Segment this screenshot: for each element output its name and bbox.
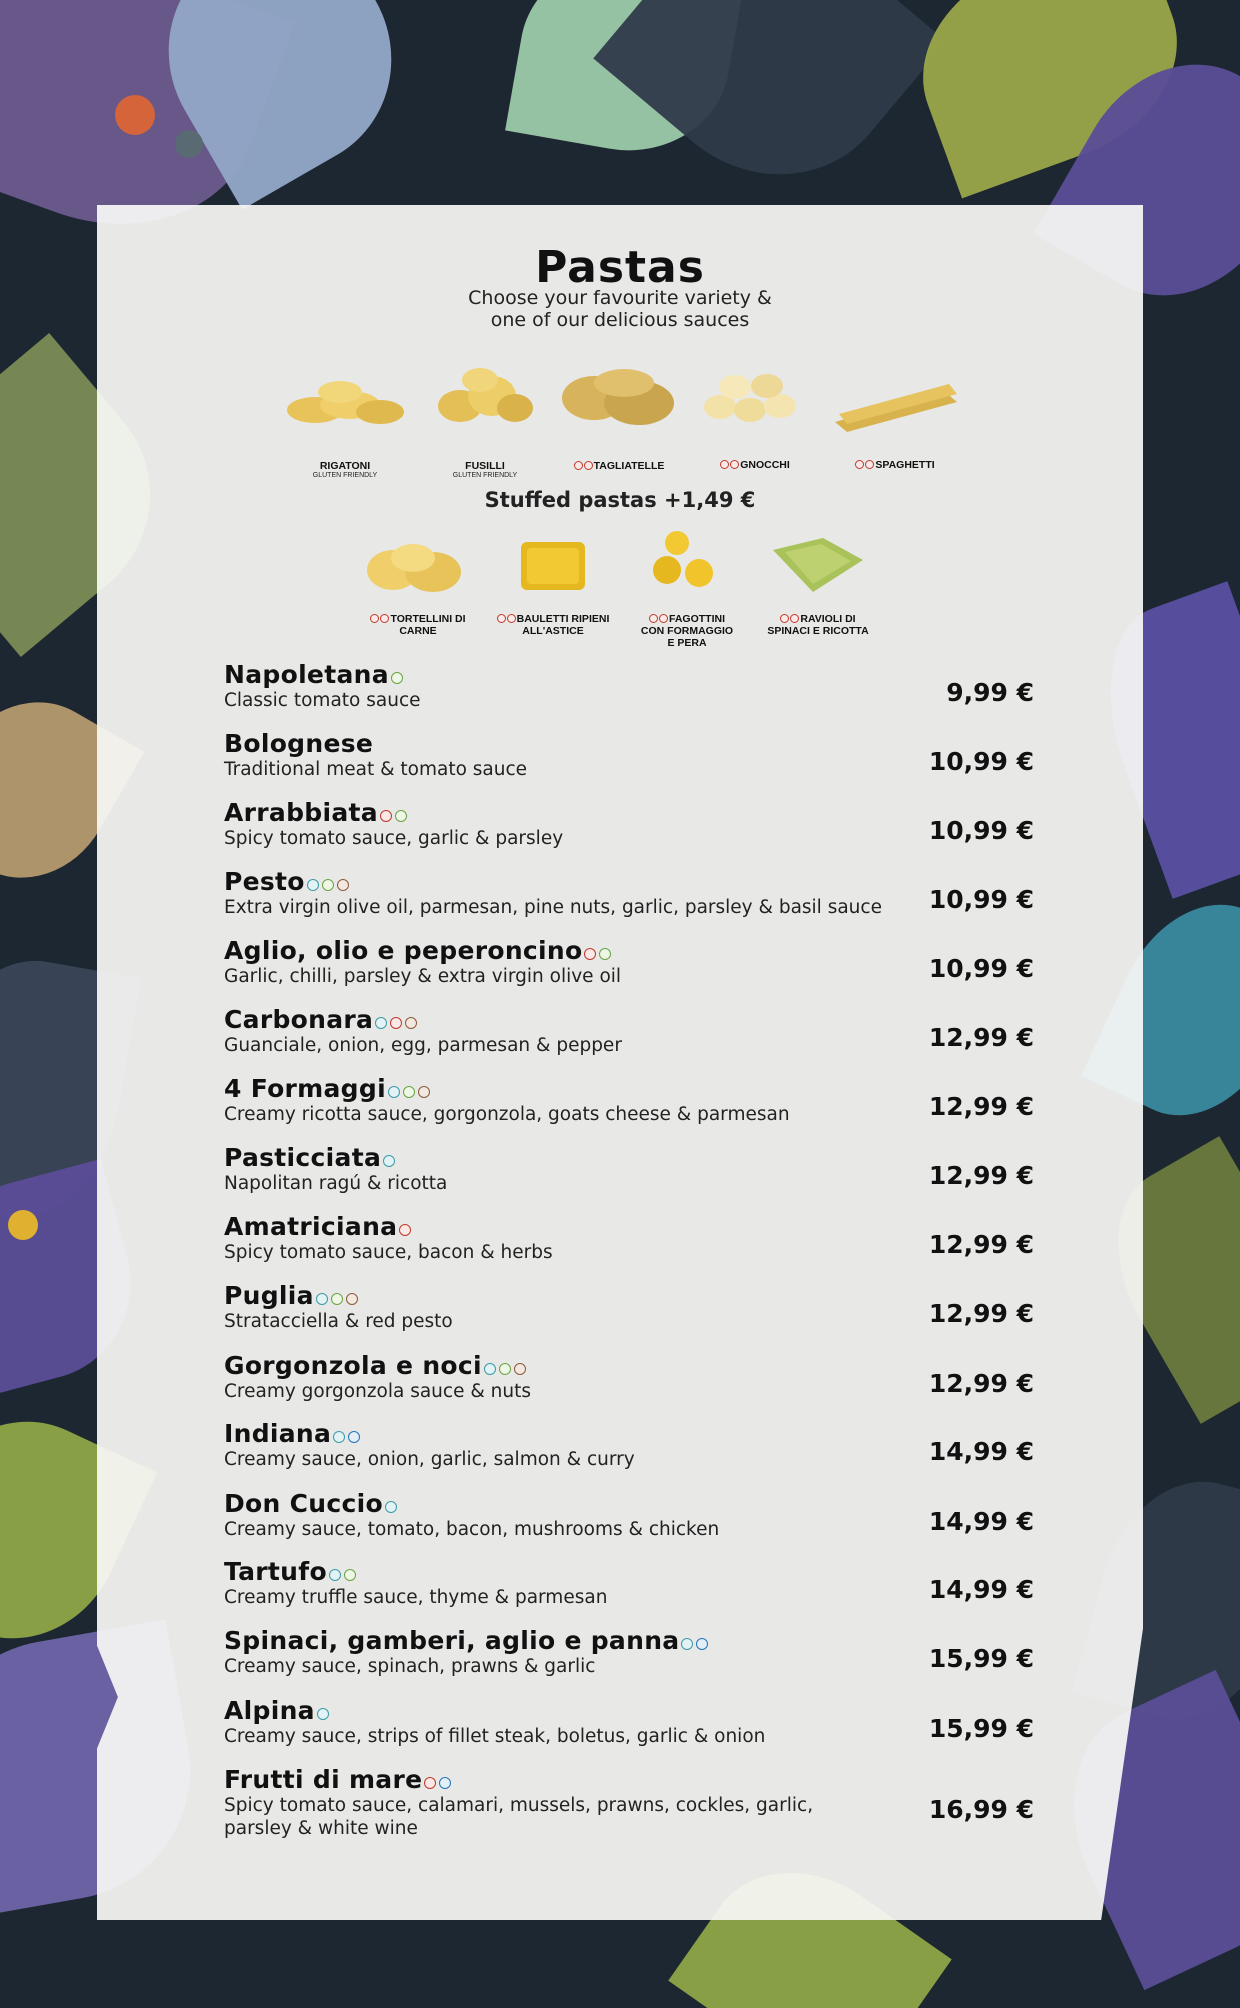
menu-item-description: Stratacciella & red pesto xyxy=(224,1311,453,1332)
menu-item xyxy=(224,1489,1034,1541)
menu-item xyxy=(224,660,1034,712)
allergen-icon xyxy=(418,1086,430,1098)
allergen-icon xyxy=(696,1638,708,1650)
pasta-spaghetti xyxy=(820,362,970,471)
menu-item-price: 10,99 € xyxy=(928,954,1034,983)
menu-item-name xyxy=(224,1212,1034,1241)
stuffed-fagottini xyxy=(617,525,757,649)
allergen-icon xyxy=(780,614,789,623)
allergen-icon xyxy=(344,1569,356,1581)
menu-item-price: 9,99 € xyxy=(946,678,1034,707)
menu-item-description: Creamy sauce, tomato, bacon, mushrooms & chicken xyxy=(224,1519,720,1540)
menu-item-name-text: Don Cuccio xyxy=(224,1489,383,1518)
menu-item-description: Creamy truffle sauce, thyme & parmesan xyxy=(224,1587,608,1608)
menu-item xyxy=(224,936,1034,988)
menu-item-name-text: Tartufo xyxy=(224,1557,327,1586)
rigatoni-image xyxy=(280,365,410,435)
menu-item-name-text: Pasticciata xyxy=(224,1143,382,1172)
allergen-icon xyxy=(317,1708,329,1720)
allergen-icon xyxy=(337,879,349,891)
allergen-icon xyxy=(329,1569,341,1581)
tagliatelle-image xyxy=(554,358,684,433)
allergen-icon xyxy=(316,1293,328,1305)
stuffed-label-line2: SPINACI E RICOTTA xyxy=(767,625,869,637)
stuffed-tortellini xyxy=(348,530,488,637)
menu-item-description: Classic tomato sauce xyxy=(224,690,421,711)
allergen-icon xyxy=(514,1363,526,1375)
allergen-icon xyxy=(307,879,319,891)
stuffed-label-line3: E PERA xyxy=(667,637,707,649)
allergen-icon xyxy=(375,1017,387,1029)
page-title: Pastas xyxy=(535,242,705,293)
allergen-icon xyxy=(865,460,874,469)
menu-item-name xyxy=(224,1005,1034,1034)
menu-item-description: Spicy tomato sauce, calamari, mussels, prawns, cockles, garlic, xyxy=(224,1795,814,1816)
menu-item xyxy=(224,1626,1034,1678)
allergen-icon xyxy=(681,1638,693,1650)
menu-item-name xyxy=(224,1696,1034,1725)
allergen-icon xyxy=(439,1777,451,1789)
stuffed-ravioli xyxy=(748,530,888,637)
menu-item-name xyxy=(224,1281,1034,1310)
menu-item xyxy=(224,1212,1034,1264)
pasta-gnocchi xyxy=(680,362,830,471)
stuffed-label: TORTELLINI DI xyxy=(348,613,488,625)
menu-item-price: 15,99 € xyxy=(928,1644,1034,1673)
menu-item-description: Creamy gorgonzola sauce & nuts xyxy=(224,1381,531,1402)
allergen-icon xyxy=(424,1777,436,1789)
menu-item-name xyxy=(224,1143,1034,1172)
yellow-blossom xyxy=(8,1210,38,1240)
allergen-icon xyxy=(388,1086,400,1098)
menu-item-name-text: Alpina xyxy=(224,1696,315,1725)
menu-item-price: 14,99 € xyxy=(928,1507,1034,1536)
allergen-icon xyxy=(599,948,611,960)
subtitle-line-1: Choose your favourite variety & xyxy=(468,287,772,309)
menu-item-description: Creamy ricotta sauce, gorgonzola, goats cheese & parmesan xyxy=(224,1104,790,1125)
allergen-icon xyxy=(584,461,593,470)
tortellini-image xyxy=(358,530,478,600)
allergen-icon xyxy=(383,1155,395,1167)
fusilli-image xyxy=(430,358,540,433)
allergen-icon xyxy=(649,614,658,623)
menu-item-name-text: Gorgonzola e noci xyxy=(224,1351,482,1380)
stuffed-bauletti xyxy=(483,530,623,637)
pasta-sublabel: GLUTEN FRIENDLY xyxy=(312,472,378,479)
menu-item xyxy=(224,1419,1034,1471)
gnocchi-image xyxy=(695,362,815,432)
pasta-label: TAGLIATELLE xyxy=(544,460,694,472)
menu-item-name-text: Bolognese xyxy=(224,729,374,758)
menu-item xyxy=(224,1005,1034,1057)
menu-item xyxy=(224,1351,1034,1403)
allergen-icon xyxy=(484,1363,496,1375)
berry-cluster xyxy=(175,130,203,158)
allergen-icon xyxy=(574,461,583,470)
allergen-icon xyxy=(348,1431,360,1443)
spaghetti-image xyxy=(825,362,965,432)
allergen-icon xyxy=(507,614,516,623)
menu-item-description: Garlic, chilli, parsley & extra virgin olive oil xyxy=(224,966,622,987)
menu-item-name-text: Pesto xyxy=(224,867,305,896)
menu-item-price: 16,99 € xyxy=(928,1795,1034,1824)
menu-item-name-text: Spinaci, gamberi, aglio e panna xyxy=(224,1626,680,1655)
menu-item xyxy=(224,1557,1034,1609)
menu-item-price: 12,99 € xyxy=(928,1023,1034,1052)
menu-item-price: 12,99 € xyxy=(928,1230,1034,1259)
menu-item-name-text: Puglia xyxy=(224,1281,314,1310)
pasta-sublabel: GLUTEN FRIENDLY xyxy=(452,472,518,479)
menu-item xyxy=(224,867,1034,919)
menu-item-name xyxy=(224,1626,1034,1655)
menu-item-description: Extra virgin olive oil, parmesan, pine nuts, garlic, parsley & basil sauce xyxy=(224,897,882,918)
red-blossom xyxy=(115,95,155,135)
stuffed-label: BAULETTI RIPIENI xyxy=(483,613,623,625)
menu-item-name xyxy=(224,867,1034,896)
allergen-icon xyxy=(370,614,379,623)
menu-item xyxy=(224,1765,1034,1840)
menu-item-price: 10,99 € xyxy=(928,747,1034,776)
allergen-icon xyxy=(405,1017,417,1029)
allergen-icon xyxy=(720,460,729,469)
allergen-icon xyxy=(499,1363,511,1375)
allergen-icon xyxy=(659,614,668,623)
pasta-label: FUSILLI xyxy=(465,460,505,472)
menu-item-name-text: Aglio, olio e peperoncino xyxy=(224,936,583,965)
menu-item-price: 14,99 € xyxy=(928,1575,1034,1604)
menu-item-name-text: Frutti di mare xyxy=(224,1765,423,1794)
menu-item-description: Guanciale, onion, egg, parmesan & pepper xyxy=(224,1035,622,1056)
fagottini-image xyxy=(637,525,737,600)
menu-item-name xyxy=(224,1557,1034,1586)
menu-item-price: 14,99 € xyxy=(928,1437,1034,1466)
menu-item-name-text: Amatriciana xyxy=(224,1212,398,1241)
pasta-rigatoni xyxy=(270,365,420,479)
menu-item xyxy=(224,1696,1034,1748)
allergen-icon xyxy=(855,460,864,469)
menu-item-price: 10,99 € xyxy=(928,816,1034,845)
menu-item-price: 10,99 € xyxy=(928,885,1034,914)
menu-item-price: 15,99 € xyxy=(928,1714,1034,1743)
pasta-fusilli xyxy=(410,358,560,479)
allergen-icon xyxy=(385,1501,397,1513)
menu-item-name-text: Arrabbiata xyxy=(224,798,378,827)
pasta-label: SPAGHETTI xyxy=(820,459,970,471)
allergen-icon xyxy=(331,1293,343,1305)
allergen-icon xyxy=(322,879,334,891)
stuffed-label-line2: CON FORMAGGIO xyxy=(640,625,734,637)
allergen-icon xyxy=(380,810,392,822)
menu-item-name-text: Carbonara xyxy=(224,1005,374,1034)
menu-item xyxy=(224,1281,1034,1333)
menu-item-name xyxy=(224,936,1034,965)
menu-item-name xyxy=(224,1489,1034,1518)
menu-item-description: Napolitan ragú & ricotta xyxy=(224,1173,448,1194)
menu-item-name-text: 4 Formaggi xyxy=(224,1074,386,1103)
bauletti-image xyxy=(503,530,603,600)
menu-item xyxy=(224,729,1034,781)
stuffed-label-line2: CARNE xyxy=(399,625,437,637)
menu-item-description: Spicy tomato sauce, bacon & herbs xyxy=(224,1242,553,1263)
menu-item-description: Creamy sauce, strips of fillet steak, boletus, garlic & onion xyxy=(224,1726,766,1747)
stuffed-pastas-heading: Stuffed pastas +1,49 € xyxy=(484,488,756,512)
allergen-icon xyxy=(730,460,739,469)
menu-item-name xyxy=(224,798,1034,827)
allergen-icon xyxy=(403,1086,415,1098)
stuffed-label: FAGOTTINI xyxy=(617,613,757,625)
allergen-icon xyxy=(399,1224,411,1236)
allergen-icon xyxy=(395,810,407,822)
menu-item-name xyxy=(224,1074,1034,1103)
pasta-label: RIGATONI xyxy=(319,460,371,472)
menu-item-price: 12,99 € xyxy=(928,1092,1034,1121)
menu-item-name xyxy=(224,1419,1034,1448)
menu-item-description-line2: parsley & white wine xyxy=(224,1818,418,1839)
menu-item-name-text: Indiana xyxy=(224,1419,332,1448)
menu-item-description: Traditional meat & tomato sauce xyxy=(224,759,528,780)
subtitle-line-2: one of our delicious sauces xyxy=(490,309,750,331)
allergen-icon xyxy=(584,948,596,960)
menu-item-name xyxy=(224,1351,1034,1380)
menu-item-name xyxy=(224,729,1034,758)
allergen-icon xyxy=(391,672,403,684)
allergen-icon xyxy=(333,1431,345,1443)
allergen-icon xyxy=(390,1017,402,1029)
menu-item xyxy=(224,1074,1034,1126)
allergen-icon xyxy=(790,614,799,623)
menu-item-description: Creamy sauce, onion, garlic, salmon & curry xyxy=(224,1449,635,1470)
menu-item-description: Creamy sauce, spinach, prawns & garlic xyxy=(224,1656,596,1677)
menu-item-name xyxy=(224,1765,1034,1794)
menu-item-price: 12,99 € xyxy=(928,1369,1034,1398)
menu-item xyxy=(224,1143,1034,1195)
pasta-tagliatelle xyxy=(544,358,694,472)
menu-item-name xyxy=(224,660,1034,689)
menu-item-price: 12,99 € xyxy=(928,1299,1034,1328)
allergen-icon xyxy=(346,1293,358,1305)
stuffed-label-line2: ALL'ASTICE xyxy=(522,625,584,637)
menu-item-price: 12,99 € xyxy=(928,1161,1034,1190)
menu-item-name-text: Napoletana xyxy=(224,660,389,689)
allergen-icon xyxy=(380,614,389,623)
menu-item-description: Spicy tomato sauce, garlic & parsley xyxy=(224,828,564,849)
allergen-icon xyxy=(497,614,506,623)
ravioli-image xyxy=(763,530,873,600)
menu-item xyxy=(224,798,1034,850)
pasta-label: GNOCCHI xyxy=(680,459,830,471)
stuffed-label: RAVIOLI DI xyxy=(748,613,888,625)
